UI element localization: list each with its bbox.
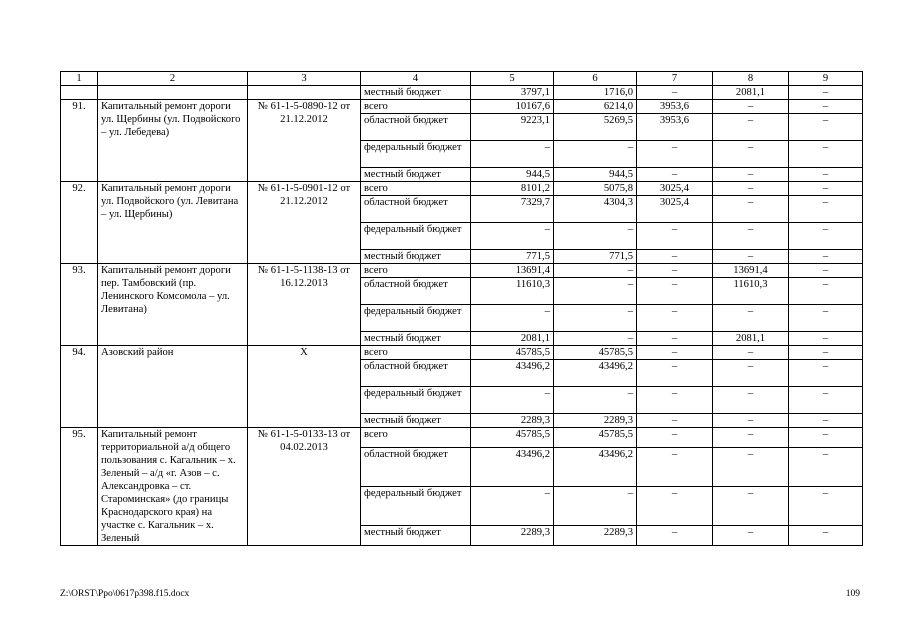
row-number: 92.	[61, 182, 98, 264]
column-number-row	[61, 72, 863, 86]
value-cell: –	[713, 250, 789, 264]
document-reference: № 61-1-5-0133-13 от 04.02.2013	[248, 428, 361, 546]
value-cell: 45785,5	[554, 428, 637, 448]
value-cell: –	[713, 141, 789, 168]
value-cell: –	[789, 332, 863, 346]
document-reference: № 61-1-5-1138-13 от 16.12.2013	[248, 264, 361, 346]
value-cell: –	[789, 196, 863, 223]
value-cell: –	[789, 250, 863, 264]
column-number: 7	[637, 72, 713, 86]
value-cell: –	[789, 448, 863, 487]
budget-kind-cell: всего	[361, 182, 471, 196]
column-number: 5	[471, 72, 554, 86]
value-cell: –	[554, 141, 637, 168]
document-reference: Х	[248, 346, 361, 428]
value-cell: 3797,1	[471, 86, 554, 100]
budget-kind-cell: всего	[361, 346, 471, 360]
value-cell: 2289,3	[554, 525, 637, 545]
value-cell: 8101,2	[471, 182, 554, 196]
empty-cell	[61, 86, 98, 100]
value-cell: 944,5	[471, 168, 554, 182]
value-cell: 43496,2	[554, 448, 637, 487]
value-cell: –	[713, 100, 789, 114]
value-cell: –	[637, 414, 713, 428]
value-cell: –	[637, 168, 713, 182]
budget-kind-cell: местный бюджет	[361, 168, 471, 182]
budget-kind-cell: федеральный бюджет	[361, 387, 471, 414]
budget-kind-cell: федеральный бюджет	[361, 223, 471, 250]
table-row	[61, 428, 863, 448]
value-cell: –	[789, 168, 863, 182]
budget-kind-cell: федеральный бюджет	[361, 486, 471, 525]
column-number: 4	[361, 72, 471, 86]
budget-kind-cell: областной бюджет	[361, 360, 471, 387]
value-cell: –	[637, 141, 713, 168]
budget-kind-cell: областной бюджет	[361, 278, 471, 305]
value-cell: 3953,6	[637, 100, 713, 114]
budget-kind-cell: всего	[361, 100, 471, 114]
budget-kind-cell: местный бюджет	[361, 250, 471, 264]
value-cell: 11610,3	[471, 278, 554, 305]
value-cell: –	[471, 223, 554, 250]
value-cell: –	[637, 223, 713, 250]
value-cell: 13691,4	[713, 264, 789, 278]
column-number: 9	[789, 72, 863, 86]
object-name: Капитальный ремонт дороги ул. Щербины (ул. Подвойского – ул. Лебедева)	[98, 100, 248, 182]
row-number: 94.	[61, 346, 98, 428]
value-cell: –	[713, 486, 789, 525]
value-cell: –	[637, 387, 713, 414]
value-cell: –	[637, 525, 713, 545]
document-reference: № 61-1-5-0901-12 от 21.12.2012	[248, 182, 361, 264]
budget-kind-cell: местный бюджет	[361, 332, 471, 346]
value-cell: –	[789, 86, 863, 100]
value-cell: –	[713, 360, 789, 387]
table-row	[61, 346, 863, 360]
table-row	[61, 182, 863, 196]
budget-kind-cell: всего	[361, 264, 471, 278]
page-number: 109	[845, 589, 860, 599]
value-cell: –	[554, 305, 637, 332]
value-cell: 2081,1	[713, 332, 789, 346]
value-cell: 771,5	[471, 250, 554, 264]
value-cell: 2081,1	[713, 86, 789, 100]
value-cell: –	[789, 114, 863, 141]
column-number: 2	[98, 72, 248, 86]
value-cell: 2289,3	[554, 414, 637, 428]
value-cell: 2081,1	[471, 332, 554, 346]
budget-table	[60, 71, 863, 546]
document-reference: № 61-1-5-0890-12 от 21.12.2012	[248, 100, 361, 182]
value-cell: 3953,6	[637, 114, 713, 141]
value-cell: –	[637, 264, 713, 278]
empty-cell	[248, 86, 361, 100]
table-row	[61, 100, 863, 114]
file-path: Z:\ORST\Ppo\0617p398.f15.docx	[60, 589, 190, 599]
budget-kind-cell: местный бюджет	[361, 525, 471, 545]
value-cell: –	[554, 332, 637, 346]
value-cell: –	[713, 525, 789, 545]
column-number: 8	[713, 72, 789, 86]
value-cell: –	[471, 387, 554, 414]
value-cell: 3025,4	[637, 182, 713, 196]
value-cell: –	[637, 448, 713, 487]
value-cell: 4304,3	[554, 196, 637, 223]
value-cell: 6214,0	[554, 100, 637, 114]
value-cell: 2289,3	[471, 414, 554, 428]
value-cell: –	[471, 486, 554, 525]
value-cell: –	[637, 332, 713, 346]
value-cell: –	[789, 360, 863, 387]
row-number: 95.	[61, 428, 98, 546]
budget-kind-cell: областной бюджет	[361, 448, 471, 487]
object-name: Капитальный ремонт дороги ул. Подвойского (ул. Левитана – ул. Щербины)	[98, 182, 248, 264]
budget-kind-cell: федеральный бюджет	[361, 141, 471, 168]
value-cell: –	[713, 448, 789, 487]
value-cell: –	[789, 428, 863, 448]
value-cell: –	[637, 486, 713, 525]
column-number: 6	[554, 72, 637, 86]
continuation-row	[61, 86, 863, 100]
object-name: Азовский район	[98, 346, 248, 428]
value-cell: 771,5	[554, 250, 637, 264]
value-cell: –	[713, 182, 789, 196]
value-cell: 7329,7	[471, 196, 554, 223]
row-number: 93.	[61, 264, 98, 346]
value-cell: 45785,5	[554, 346, 637, 360]
value-cell: –	[554, 387, 637, 414]
value-cell: –	[713, 114, 789, 141]
value-cell: –	[789, 305, 863, 332]
value-cell: –	[637, 428, 713, 448]
row-number: 91.	[61, 100, 98, 182]
value-cell: –	[789, 486, 863, 525]
value-cell: 43496,2	[471, 360, 554, 387]
value-cell: –	[554, 278, 637, 305]
value-cell: 43496,2	[471, 448, 554, 487]
value-cell: 13691,4	[471, 264, 554, 278]
value-cell: –	[637, 305, 713, 332]
value-cell: 11610,3	[713, 278, 789, 305]
value-cell: –	[789, 182, 863, 196]
budget-kind-cell: федеральный бюджет	[361, 305, 471, 332]
value-cell: 45785,5	[471, 346, 554, 360]
budget-kind-cell: всего	[361, 428, 471, 448]
column-number: 3	[248, 72, 361, 86]
empty-cell	[98, 86, 248, 100]
budget-kind-cell: местный бюджет	[361, 414, 471, 428]
value-cell: –	[713, 223, 789, 250]
value-cell: –	[713, 305, 789, 332]
value-cell: 1716,0	[554, 86, 637, 100]
value-cell: –	[789, 278, 863, 305]
budget-kind-cell: местный бюджет	[361, 86, 471, 100]
value-cell: –	[471, 141, 554, 168]
value-cell: –	[637, 86, 713, 100]
value-cell: 944,5	[554, 168, 637, 182]
value-cell: 5269,5	[554, 114, 637, 141]
value-cell: –	[637, 360, 713, 387]
value-cell: 2289,3	[471, 525, 554, 545]
column-number: 1	[61, 72, 98, 86]
value-cell: 10167,6	[471, 100, 554, 114]
value-cell: –	[789, 387, 863, 414]
value-cell: –	[789, 100, 863, 114]
object-name: Капитальный ремонт территориальной а/д общего пользования с. Кагальник – х. Зеленый – а/д «г. Азов – с. Александровка – ст. Староминская» (до границы Краснодарского края) на участке с. Кагальник – х. Зеленый	[98, 428, 248, 546]
value-cell: –	[713, 414, 789, 428]
value-cell: –	[554, 223, 637, 250]
budget-kind-cell: областной бюджет	[361, 114, 471, 141]
value-cell: –	[789, 414, 863, 428]
value-cell: –	[471, 305, 554, 332]
value-cell: 5075,8	[554, 182, 637, 196]
value-cell: –	[789, 141, 863, 168]
value-cell: –	[713, 196, 789, 223]
value-cell: –	[713, 168, 789, 182]
object-name: Капитальный ремонт дороги пер. Тамбовский (пр. Ленинского Комсомола – ул. Левитана)	[98, 264, 248, 346]
value-cell: –	[789, 264, 863, 278]
value-cell: 45785,5	[471, 428, 554, 448]
value-cell: –	[789, 525, 863, 545]
table-row	[61, 264, 863, 278]
value-cell: –	[637, 278, 713, 305]
value-cell: –	[789, 223, 863, 250]
budget-kind-cell: областной бюджет	[361, 196, 471, 223]
value-cell: –	[713, 346, 789, 360]
value-cell: –	[713, 387, 789, 414]
value-cell: 43496,2	[554, 360, 637, 387]
value-cell: 9223,1	[471, 114, 554, 141]
value-cell: –	[789, 346, 863, 360]
value-cell: 3025,4	[637, 196, 713, 223]
value-cell: –	[637, 346, 713, 360]
value-cell: –	[554, 486, 637, 525]
value-cell: –	[637, 250, 713, 264]
value-cell: –	[713, 428, 789, 448]
value-cell: –	[554, 264, 637, 278]
